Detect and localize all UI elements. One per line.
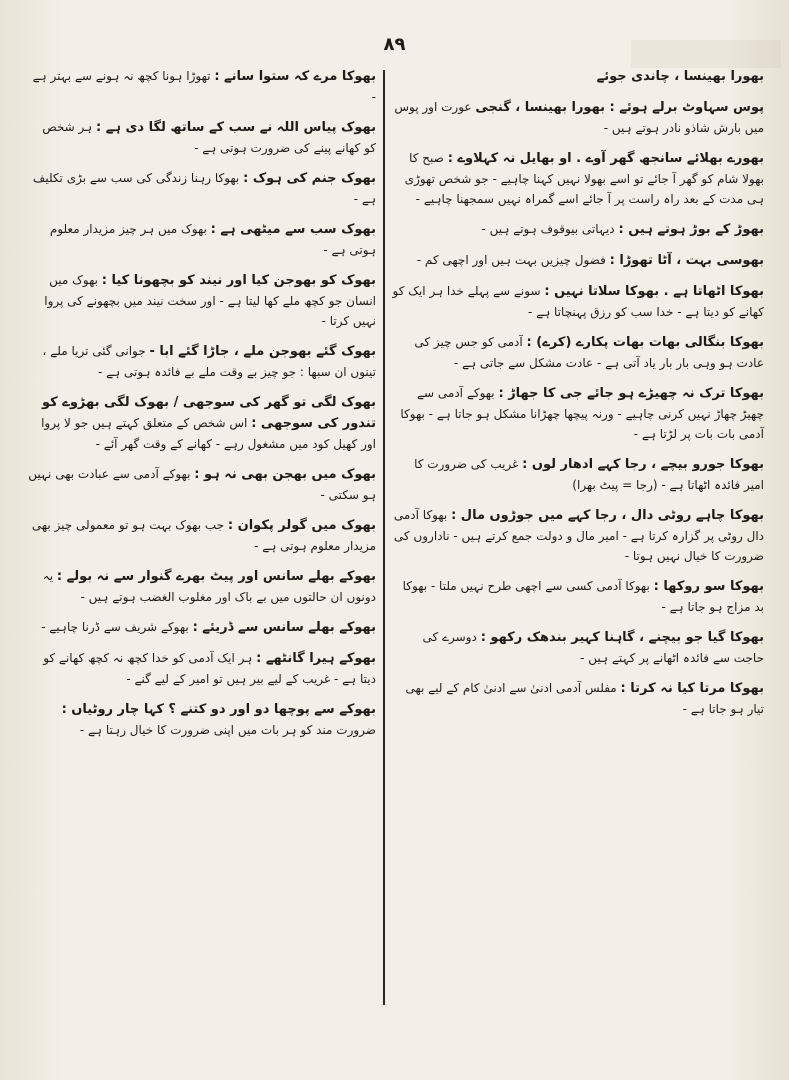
proverb-meaning: تھوڑا ہونا کچھ نہ ہونے سے بہتر ہے - <box>32 69 376 104</box>
proverb-meaning: بھوکے آدمی سے عبادت بھی نہیں ہو سکتی - <box>28 467 376 502</box>
proverb-meaning: بھوکے آدمی سے چھیڑ چھاڑ نہیں کرنی چاہیے - ورنہ پیچھا چھڑانا مشکل ہو جاتا ہے - بھوکا آدمی بات بات پر لڑتا ہے - <box>400 386 764 441</box>
proverb-heading: بھوک لگی تو گھر کی سوجھی / بھوک لگی بھڑوے کو تندور کی سوجھی : <box>41 395 376 431</box>
proverb-entry <box>28 341 376 382</box>
proverb-meaning: عورت اور پوس میں بارش شاذو نادر ہوتے ہیں - <box>394 100 764 135</box>
proverb-heading: بھوک میں گولر پکوان : <box>227 518 376 533</box>
proverb-heading: بھوک سب سے میٹھی ہے : <box>210 222 376 237</box>
proverb-heading: پوس سہاوٹ برلے ہوئے : بھورا بھینسا ، گنجی <box>475 100 764 115</box>
proverb-meaning: بھوکا رہنا زندگی کی سب سے بڑی تکلیف ہے - <box>32 171 376 206</box>
proverb-meaning: بھوکے شریف سے ڈرنا چاہیے - <box>41 620 189 634</box>
proverb-meaning: دیہاتی بیوقوف ہوتے ہیں - <box>481 222 615 236</box>
proverb-entry <box>392 505 764 566</box>
proverb-entry <box>392 454 764 495</box>
proverb-meaning: صبح کا بھولا شام کو گھر آ جائے تو اسے بھولا نہیں کہنا چاہیے - جو شخص تھوڑی ہی مدت کے بعد راہ راست پر آ جائے اسے گمراہ نہیں سمجھنا چاہیے - <box>404 151 764 206</box>
proverb-heading: بھوکا چاہے روٹی دال ، رجا کہے میں جوڑوں مال : <box>451 508 764 523</box>
proverb-meaning: ضرورت مند کو ہر بات میں اپنی ضرورت کا خیال رہتا ہے - <box>79 723 376 737</box>
proverb-entry <box>28 168 376 209</box>
proverb-meaning: بھوکا آدمی دال روٹی پر گزارہ کرتا ہے - امیر مال و دولت جمع کرتے ہیں - ناداروں کی ضرورت کا خیال نہیں ہوتا - <box>393 508 764 563</box>
proverb-entry <box>392 627 764 668</box>
proverb-heading: بھوڑ کے بوڑ ہوتے ہیں : <box>618 222 764 237</box>
proverb-heading: بھوکا گیا جو بیچنے ، گاہنا کہیر بندھک رکھو : <box>480 630 764 645</box>
proverb-meaning: بھوکا آدمی کسی سے اچھی طرح نہیں ملتا - بھوکا بد مزاج ہو جاتا ہے - <box>402 579 764 614</box>
proverb-entry <box>28 219 376 260</box>
proverb-heading: بھوک جنم کی ہوک : <box>243 171 376 186</box>
proverb-heading: بھوکا بنگالی بھات بھات پکارے (کرے) : <box>526 335 764 350</box>
proverb-heading: بھوکا مرتا کیا نہ کرتا : <box>620 681 764 696</box>
proverb-entry <box>392 678 764 719</box>
proverb-entry <box>392 66 764 87</box>
proverb-heading: بھوکا مرے کہ ستوا سانے : <box>214 69 376 84</box>
proverb-meaning: جوانی گئی تریا ملے ، تینوں ان سبھا : جو چیز بے وقت ملے بے فائدہ ہوتی ہے - <box>42 344 376 379</box>
proverb-entry <box>392 576 764 617</box>
proverb-entry <box>28 66 376 107</box>
proverb-meaning: ہر شخص کو کھانے پینے کی ضرورت ہوتی ہے - <box>42 120 376 155</box>
proverb-meaning: سونے سے پہلے خدا ہر ایک کو کھانے کو دیتا ہے - خدا سب کو رزق پہنچاتا ہے - <box>392 284 764 319</box>
proverb-meaning: دوسرے کی حاجت سے فائدہ اٹھانے پر کہتے ہیں - <box>422 630 764 665</box>
proverb-heading: بھوکے ہیرا گانٹھے : <box>256 651 376 666</box>
proverb-entry <box>392 219 764 240</box>
proverb-heading: بھورے بھلائے سانجھ گھر آوے . او بھایل نہ کہلاوے : <box>447 151 764 166</box>
proverb-meaning: بھوک میں ہر چیز مزیدار معلوم ہوتی ہے - <box>49 222 376 257</box>
proverb-entry <box>28 648 376 689</box>
proverb-entry <box>392 97 764 138</box>
page-number: ۸۹ <box>383 34 406 55</box>
proverb-heading: بھوکا اٹھاتا ہے . بھوکا سلاتا نہیں : <box>544 284 764 299</box>
proverb-heading: بھورا بھینسا ، چاندی جوئے <box>596 69 764 84</box>
proverb-meaning: مفلس آدمی ادنیٰ سے ادنیٰ کام کے لیے بھی تیار ہو جاتا ہے - <box>405 681 764 716</box>
proverb-entry <box>392 250 764 271</box>
proverb-heading: بھوک پیاس اللہ نے سب کے ساتھ لگا دی ہے : <box>95 120 376 135</box>
proverb-heading: بھوک گئے بھوجن ملے ، جاڑا گئے ابا - <box>149 344 376 359</box>
proverb-entry <box>392 148 764 209</box>
proverb-heading: بھوکے بھلے سانس سے ڈریئے : <box>192 620 376 635</box>
proverb-entry <box>28 270 376 331</box>
proverb-meaning: اس شخص کے متعلق کہتے ہیں جو لا پروا اور کھیل کود میں مشغول رہے - کھانے کے وقت گھر آئے - <box>41 416 376 451</box>
proverb-heading: بھوک میں بھجن بھی نہ ہو : <box>194 467 376 482</box>
proverb-meaning: یہ دونوں ان حالتوں میں بے باک اور مغلوب الغضب ہوتے ہیں - <box>42 569 376 604</box>
proverb-meaning: غریب کی ضرورت کا امیر فائدہ اٹھاتا ہے - (رجا = پیٹ بھرا) <box>414 457 764 492</box>
proverb-meaning: بھوک میں انسان جو کچھ ملے کھا لیتا ہے - اور سخت نیند میں بچھونے کی پروا نہیں کرتا - <box>44 273 376 328</box>
proverb-entry <box>392 332 764 373</box>
left-column <box>28 66 376 750</box>
proverb-entry <box>28 117 376 158</box>
proverb-entry <box>28 392 376 454</box>
proverb-meaning: جب بھوک بہت ہو تو معمولی چیز بھی مزیدار معلوم ہوتی ہے - <box>31 518 376 553</box>
proverb-heading: بھوک کو بھوجن کیا اور نیند کو بچھونا کیا : <box>101 273 376 288</box>
proverb-heading: بھوکے بھلے سانس اور پیٹ بھرے گنوار سے نہ بولے : <box>56 569 376 584</box>
proverb-heading: بھوکے سے پوچھا دو اور دو کتنے ؟ کہا چار روٹیاں : <box>61 702 376 717</box>
proverb-entry <box>28 464 376 505</box>
proverb-entry <box>392 281 764 322</box>
proverb-entry <box>28 699 376 740</box>
right-column <box>392 66 764 729</box>
proverb-meaning: فضول چیزیں بہت ہیں اور اچھی کم - <box>416 253 606 267</box>
proverb-heading: بھوکا سو روکھا : <box>653 579 764 594</box>
proverb-meaning: آدمی کو جس چیز کی عادت ہو وہی بار بار یاد آتی ہے - عادت مشکل سے جاتی ہے - <box>414 335 764 370</box>
proverb-entry <box>28 617 376 638</box>
proverb-heading: بھوکا جورو بیچے ، رجا کہے ادھار لوں : <box>522 457 764 472</box>
proverb-heading: بھوکا ترک نہ چھیڑے ہو جائے جی کا جھاڑ : <box>498 386 764 401</box>
proverb-entry <box>28 566 376 607</box>
proverb-entry <box>392 383 764 444</box>
proverb-entry <box>28 515 376 556</box>
proverb-heading: بھوسی بہت ، آٹا تھوڑا : <box>609 253 764 268</box>
proverb-meaning: ہر ایک آدمی کو خدا کچھ نہ کچھ کھانے کو دیتا ہے - غریب کے لیے بیر ہیں تو امیر کے لیے گنے - <box>43 651 376 686</box>
column-divider <box>383 70 385 1005</box>
